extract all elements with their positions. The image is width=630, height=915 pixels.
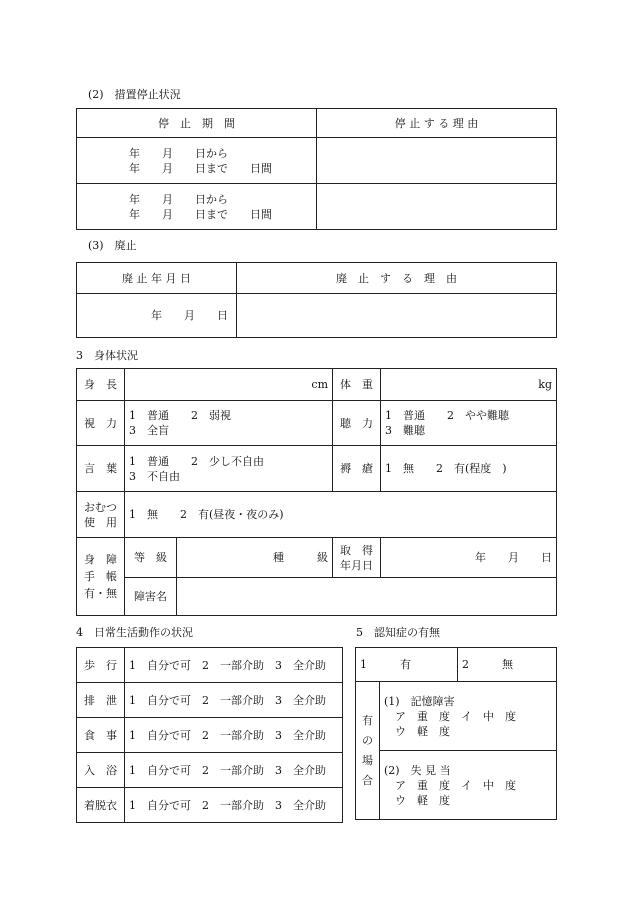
abolition-date-header: 廃 止 年 月 日 xyxy=(77,263,237,294)
adl-options-eating: 1 自分で可 2 一部介助 3 全介助 xyxy=(125,718,343,753)
dementia-option-no: 2 無 xyxy=(458,648,557,682)
vision-label: 視 力 xyxy=(77,401,125,446)
weight-label: 体 重 xyxy=(333,369,381,401)
grade-label: 等 級 xyxy=(125,538,177,578)
suspension-start-1: 年 月 日から xyxy=(129,146,228,160)
suspension-reason-header: 停 止 す る 理 由 xyxy=(317,109,557,138)
speech-options: 1 普通 2 少し不自由 3 不自由 xyxy=(125,446,333,492)
handbook-label: 身 障 手 帳 有・無 xyxy=(77,538,125,616)
bedsore-label: 褥 瘡 xyxy=(333,446,381,492)
height-unit: cm xyxy=(125,369,333,401)
adl-options-walking: 1 自分で可 2 一部介助 3 全介助 xyxy=(125,648,343,683)
type-label: 種 級 xyxy=(177,538,333,578)
adl-title: 4 日常生活動作の状況 xyxy=(76,626,193,639)
dementia-case-label: 有 の 場 合 xyxy=(356,682,380,820)
hearing-options: 1 普通 2 やや難聴 3 難聴 xyxy=(381,401,557,446)
dementia-table xyxy=(355,647,557,820)
adl-options-excretion: 1 自分で可 2 一部介助 3 全介助 xyxy=(125,683,343,718)
suspension-end-2: 年 月 日まで 日間 xyxy=(129,207,272,221)
section-3-abolition-title: (3) 廃止 xyxy=(88,239,137,252)
adl-options-bathing: 1 自分で可 2 一部介助 3 全介助 xyxy=(125,753,343,788)
dementia-title: 5 認知症の有無 xyxy=(356,626,440,639)
adl-label-bathing: 入 浴 xyxy=(77,753,125,788)
adl-label-excretion: 排 泄 xyxy=(77,683,125,718)
adl-options-dressing: 1 自分で可 2 一部介助 3 全介助 xyxy=(125,788,343,823)
body-condition-title: 3 身体状況 xyxy=(76,349,138,362)
dementia-disorientation: (2) 失 見 当 ア 重 度 イ 中 度 ウ 軽 度 xyxy=(380,751,557,820)
suspension-reason-cell-2 xyxy=(317,184,557,230)
diaper-label: おむつ 使 用 xyxy=(77,492,125,538)
suspension-period-header: 停 止 期 間 xyxy=(77,109,317,138)
acquired-date-label: 取 得 年月日 xyxy=(333,538,381,578)
disability-name-value xyxy=(177,578,557,616)
abolition-table xyxy=(76,262,557,338)
dementia-option-yes: 1 有 xyxy=(356,648,458,682)
suspension-reason-cell-1 xyxy=(317,138,557,184)
diaper-options: 1 無 2 有(昼夜・夜のみ) xyxy=(125,492,557,538)
body-condition-table xyxy=(76,368,557,616)
dementia-memory-impairment: (1) 記憶障害 ア 重 度 イ 中 度 ウ 軽 度 xyxy=(380,682,557,751)
abolition-reason-header: 廃 止 す る 理 由 xyxy=(237,263,557,294)
suspension-table xyxy=(76,108,557,230)
weight-unit: kg xyxy=(381,369,557,401)
adl-label-eating: 食 事 xyxy=(77,718,125,753)
vision-options: 1 普通 2 弱視 3 全盲 xyxy=(125,401,333,446)
abolition-date-value: 年 月 日 xyxy=(77,294,237,338)
adl-label-dressing: 着脱衣 xyxy=(77,788,125,823)
acquired-date-value: 年 月 日 xyxy=(381,538,557,578)
section-2-title: (2) 措置停止状況 xyxy=(88,88,181,101)
suspension-end-1: 年 月 日まで 日間 xyxy=(129,161,272,175)
height-label: 身 長 xyxy=(77,369,125,401)
hearing-label: 聴 力 xyxy=(333,401,381,446)
abolition-reason-cell xyxy=(237,294,557,338)
suspension-start-2: 年 月 日から xyxy=(129,192,228,206)
speech-label: 言 葉 xyxy=(77,446,125,492)
adl-label-walking: 歩 行 xyxy=(77,648,125,683)
bedsore-options: 1 無 2 有(程度 ) xyxy=(381,446,557,492)
adl-table xyxy=(76,647,343,823)
disability-name-label: 障害名 xyxy=(125,578,177,616)
